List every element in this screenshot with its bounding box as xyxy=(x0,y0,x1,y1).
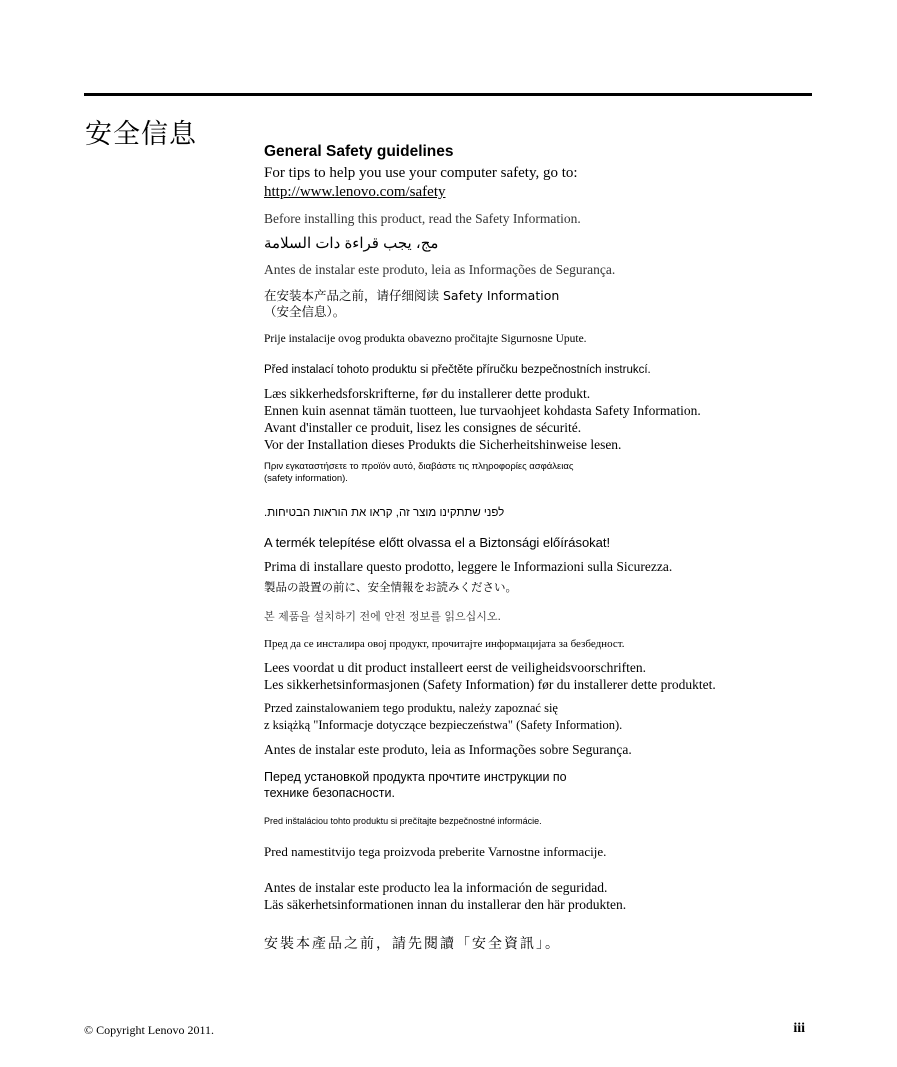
notice-english: Before installing this product, read the Safety Information. xyxy=(264,211,581,226)
notice-italian: Prima di installare questo prodotto, leggere le Informazioni sulla Sicurezza. xyxy=(264,559,673,574)
notice-chinese-simplified xyxy=(264,288,824,320)
notice-slovenian: Pred namestitvijo tega proizvoda preberite Varnostne informacije. xyxy=(264,844,607,859)
notice-chinese-traditional: 安裝本產品之前，請先閱讀「安全資訊」。 xyxy=(264,936,561,952)
notice-czech: Před instalací tohoto produktu si přečtěte příručku bezpečnostních instrukcí. xyxy=(264,364,651,376)
notice-greek-line1: Πριν εγκαταστήσετε το προϊόν αυτό, διαβάστε τις πληροφορίες ασφάλειας xyxy=(264,461,574,472)
notice-macedonian: Пред да се инсталира овој продукт, прочитајте информацијата за безбедност. xyxy=(264,638,625,650)
notice-croatian: Prije instalacije ovog produkta obavezno pročitajte Sigurnosne Upute. xyxy=(264,333,587,345)
notice-chinese-simplified-line1: 在安装本产品之前，请仔细阅读 Safety Information xyxy=(264,288,560,303)
notice-group-iberian xyxy=(264,879,824,913)
section-heading: General Safety guidelines xyxy=(264,143,454,160)
safety-content xyxy=(264,143,824,954)
notice-slovak: Pred inštaláciou tohto produktu si prečítajte bezpečnostné informácie. xyxy=(264,816,542,826)
notice-polish xyxy=(264,700,824,734)
notice-portuguese: Antes de instalar este produto, leia as Informações sobre Segurança. xyxy=(264,742,632,757)
notice-norwegian: Les sikkerhetsinformasjonen (Safety Information) før du installerer dette produktet. xyxy=(264,677,716,692)
notice-group-nordic xyxy=(264,659,824,693)
notice-greek xyxy=(264,461,824,485)
notice-russian-line1: Перед установкой продукта прочтите инструкции по xyxy=(264,770,567,784)
notice-portuguese-br: Antes de instalar este produto, leia as Informações de Segurança. xyxy=(264,262,616,277)
notice-finnish: Ennen kuin asennat tämän tuotteen, lue turvaohjeet kohdasta Safety Information. xyxy=(264,403,701,418)
notice-group-european xyxy=(264,385,824,453)
notice-hebrew: לפני שתתקינו מוצר זה, קראו את הוראות הבטיחות. xyxy=(264,507,505,519)
intro-text: For tips to help you use your computer safety, go to: xyxy=(264,165,578,181)
notice-korean: 본 제품을 설치하기 전에 안전 정보를 읽으십시오. xyxy=(264,610,501,623)
notice-dutch: Lees voordat u dit product installeert eerst de veiligheidsvoorschriften. xyxy=(264,660,647,675)
notice-russian xyxy=(264,769,824,801)
notice-polish-line1: Przed zainstalowaniem tego produktu, należy zapoznać się xyxy=(264,701,558,715)
notice-hungarian: A termék telepítése előtt olvassa el a Biztonsági előírásokat! xyxy=(264,535,611,550)
notice-russian-line2: технике безопасности. xyxy=(264,786,395,800)
page-number: iii xyxy=(793,1021,805,1036)
chapter-title: 安全信息 xyxy=(85,119,197,150)
header-rule xyxy=(84,93,812,96)
notice-french: Avant d'installer ce produit, lisez les consignes de sécurité. xyxy=(264,420,582,435)
notice-danish: Læs sikkerhedsforskrifterne, før du installerer dette produkt. xyxy=(264,386,591,401)
notice-greek-line2: (safety information). xyxy=(264,473,348,484)
safety-link[interactable]: http://www.lenovo.com/safety xyxy=(264,184,446,200)
notice-chinese-simplified-line2: （安全信息）。 xyxy=(264,304,346,319)
notice-japanese: 製品の設置の前に、安全情報をお読みください。 xyxy=(264,580,517,594)
copyright-notice: © Copyright Lenovo 2011. xyxy=(84,1023,214,1037)
notice-arabic: مج، يجب قراءة دات السلامة xyxy=(264,235,439,252)
notice-polish-line2: z książką "Informacje dotyczące bezpieczeństwa" (Safety Information). xyxy=(264,718,623,732)
notice-german: Vor der Installation dieses Produkts die Sicherheitshinweise lesen. xyxy=(264,437,622,452)
notice-swedish: Läs säkerhetsinformationen innan du installerar den här produkten. xyxy=(264,897,627,912)
notice-spanish: Antes de instalar este producto lea la información de seguridad. xyxy=(264,880,608,895)
